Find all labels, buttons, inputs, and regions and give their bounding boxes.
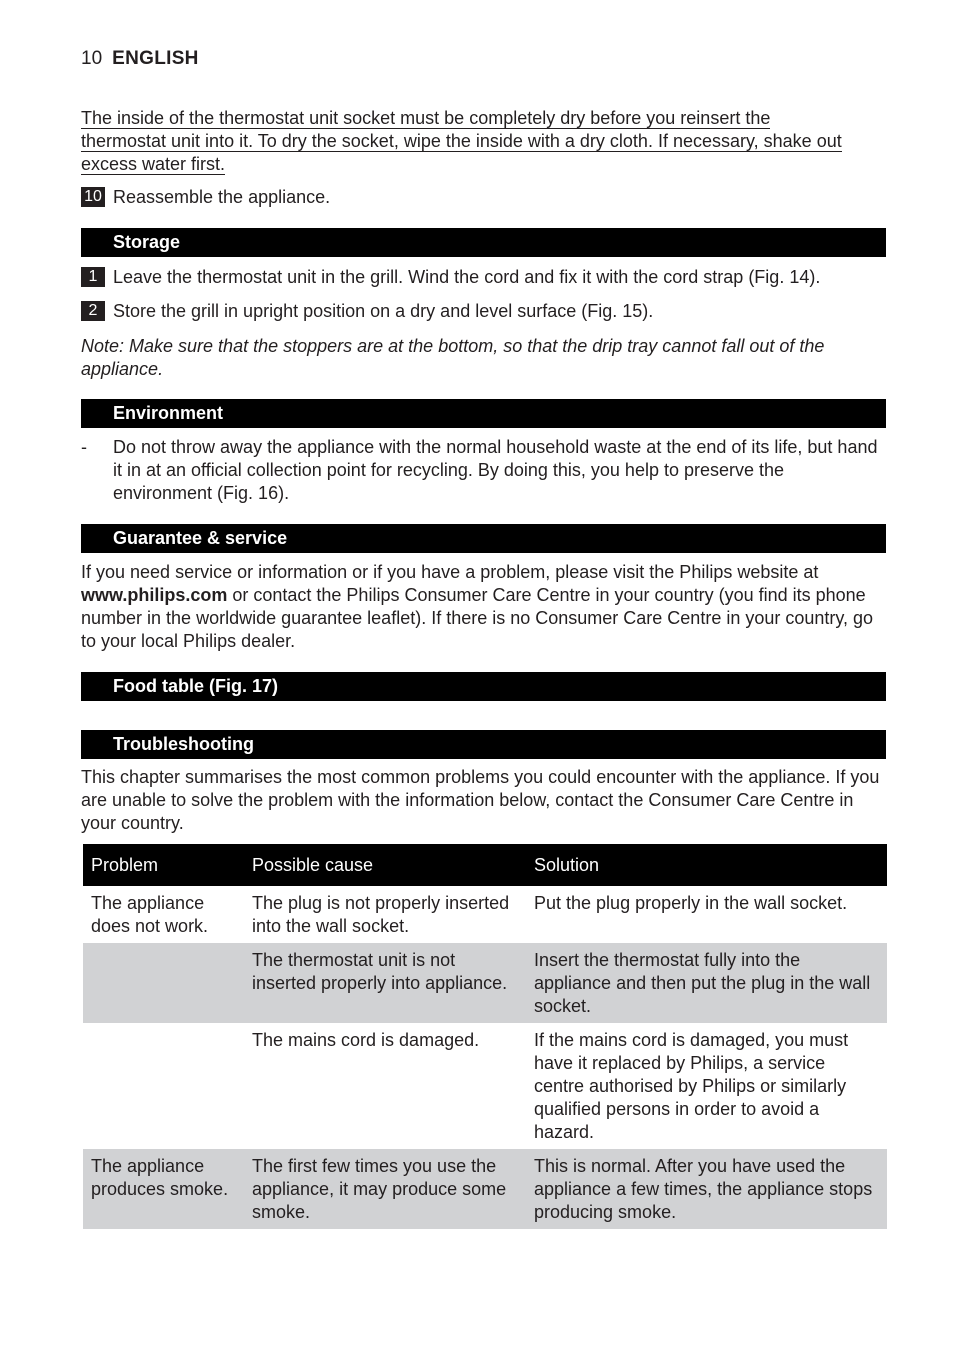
thermostat-socket-warning [81,107,886,176]
storage-step-2 [81,300,653,323]
cause-cell: The mains cord is damaged. [252,1030,480,1050]
warning-line-1: The inside of the thermostat unit socket must be completely dry before you reinsert the [81,108,771,128]
guarantee-text-after: or contact the Philips Consumer Care Centre in your country (you find its phone number in the worldwide guarantee leaflet). If there is no Consumer Care Centre in your country, go to your local Philips dealer. [81,585,874,651]
step-text: Store the grill in upright position on a dry and level surface (Fig. 15). [113,301,654,321]
language-label: ENGLISH [112,48,199,69]
step-number: 1 [81,267,105,287]
troubleshooting-table [83,844,887,1229]
bullet-text: Do not throw away the appliance with the normal household waste at the end of its life, but hand it in at an official collection point for recycling. By doing this, you help to preserve the environment (Fig. 16). [113,437,878,503]
section-title: Guarantee & service [113,528,288,548]
section-heading-troubleshooting [81,730,886,759]
warning-line-2: thermostat unit into it. To dry the socket, wipe the inside with a dry cloth. If necessary, shake out [81,131,842,151]
problem-cell [83,1023,244,1149]
column-header-problem: Problem [83,844,244,886]
solution-cell: This is normal. After you have used the appliance a few times, the appliance stops producing smoke. [526,1149,887,1229]
cause-cell: The first few times you use the appliance, it may produce some smoke. [244,1149,526,1229]
section-title: Environment [113,403,224,423]
troubleshooting-intro: This chapter summarises the most common problems you could encounter with the appliance. If you are unable to solve the problem with the information below, contact the Consumer Care Centre in your country. [81,767,880,833]
section-title: Storage [113,232,181,252]
guarantee-text-before: If you need service or information or if you have a problem, please visit the Philips website at [81,562,819,582]
step-reassemble [81,186,330,209]
cause-cell: The thermostat unit is not inserted properly into appliance. [244,943,526,1023]
storage-step-1 [81,266,820,289]
problem-cell: The appliance produces smoke. [83,1149,244,1229]
solution-cell: If the mains cord is damaged, you must have it replaced by Philips, a service centre authorised by Philips or similarly qualified persons in order to avoid a hazard. [534,1030,849,1142]
step-text: Reassemble the appliance. [113,187,331,207]
bullet-dash: - [81,437,87,457]
table-header-row [83,844,887,886]
step-number: 10 [81,187,105,207]
section-heading-storage [81,228,886,257]
section-title: Food table (Fig. 17) [113,676,278,696]
solution-cell: Put the plug properly in the wall socket. [534,893,848,913]
page-number: 10 [81,48,103,69]
warning-line-3: excess water first. [81,154,226,174]
problem-cell [83,943,244,1023]
section-heading-food-table [81,672,886,701]
table-row [83,1149,887,1229]
solution-cell: Insert the thermostat fully into the appliance and then put the plug in the wall socket. [526,943,887,1023]
step-number: 2 [81,301,105,321]
step-text: Leave the thermostat unit in the grill. Wind the cord and fix it with the cord strap (Fig. 14). [113,267,821,287]
table-row [83,1023,887,1149]
environment-bullet [81,436,886,505]
page-header [81,48,199,70]
storage-note: Note: Make sure that the stoppers are at the bottom, so that the drip tray cannot fall out of the appliance. [81,336,825,379]
problem-cell: The appliance does not work. [91,893,209,936]
cause-cell: The plug is not properly inserted into the wall socket. [252,893,510,936]
section-heading-environment [81,399,886,428]
philips-website-link[interactable]: www.philips.com [81,585,228,605]
table-row [83,943,887,1023]
guarantee-paragraph [81,561,886,653]
table-row [83,886,887,943]
section-title: Troubleshooting [113,734,254,754]
column-header-cause: Possible cause [244,844,526,886]
column-header-solution: Solution [526,844,887,886]
section-heading-guarantee [81,524,886,553]
